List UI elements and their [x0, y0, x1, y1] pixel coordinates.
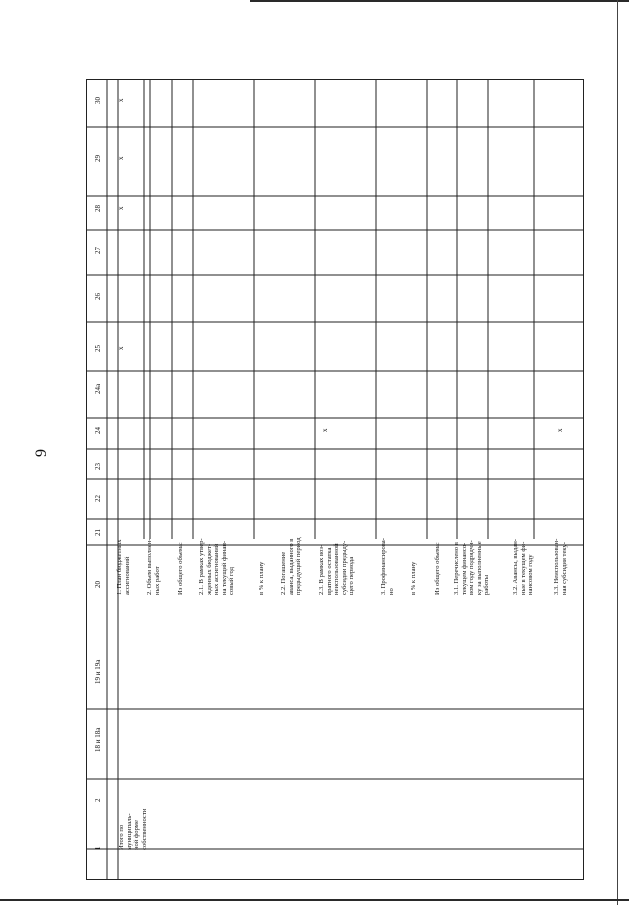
item-13: 3.3. Неиспользован- ная субсидия теку- [553, 538, 568, 595]
mark-x: x [321, 428, 329, 432]
header-col-24: 24 [94, 427, 102, 434]
item-5: в % к плану [258, 561, 265, 595]
header-col-18: 18 и 18а [94, 727, 102, 752]
mark-x: x [117, 98, 125, 102]
item-2: 2. Объем выполнен- ных работ [146, 538, 161, 595]
header-col-20: 20 [94, 581, 102, 588]
header-col-1: 1 [94, 846, 102, 850]
item-11: 3.1. Перечислено в текущем финансо- вом году подрядчи- ку за выполненные работы [453, 540, 491, 595]
mark-x: x [117, 346, 125, 350]
right-edge-line [617, 0, 618, 905]
header-col-23: 23 [94, 463, 102, 470]
mark-x: x [117, 206, 125, 210]
header-col-27: 27 [94, 247, 102, 254]
item-3: Из общего объема: [177, 542, 184, 595]
top-edge-line [250, 0, 629, 2]
item-8: 3. Профинансирова- но [380, 538, 395, 595]
mark-x: x [117, 156, 125, 160]
item-10: Из общего объема: [434, 542, 441, 595]
register-table [86, 79, 584, 880]
header-col-29: 29 [94, 155, 102, 162]
header-col-21: 21 [94, 529, 102, 536]
header-col-24a: 24а [94, 383, 102, 394]
mark-x: x [556, 428, 564, 432]
item-1: 1. План бюджетных ассигнований [116, 539, 131, 595]
header-col-30: 30 [94, 97, 102, 104]
item-9: в % к плану [410, 561, 417, 595]
item-7: 2.3. В рамках воз- вратного остатка неиспользованной субсидии предыду- щего периода [318, 540, 356, 595]
header-col-28: 28 [94, 205, 102, 212]
header-col-2: 2 [94, 798, 102, 802]
header-col-22: 22 [94, 495, 102, 502]
bottom-edge-line [0, 899, 629, 901]
item-6: 2.2. Погашение аванса, выданного в предыдущий период [280, 537, 303, 595]
header-col-19: 19 и 19а [94, 659, 102, 684]
row-label: Итого по муниципаль- ной форме собственности [118, 808, 148, 850]
header-col-26: 26 [94, 293, 102, 300]
page-number: 9 [33, 449, 50, 457]
header-col-25: 25 [94, 345, 102, 352]
item-4: 2.1. В рамках утвер- жденных бюджет- ных ассигнований на текущий финан- совый год [198, 538, 236, 595]
item-12: 3.2. Авансы, выдан- ные в текущем фи- нансовом году [512, 539, 535, 595]
